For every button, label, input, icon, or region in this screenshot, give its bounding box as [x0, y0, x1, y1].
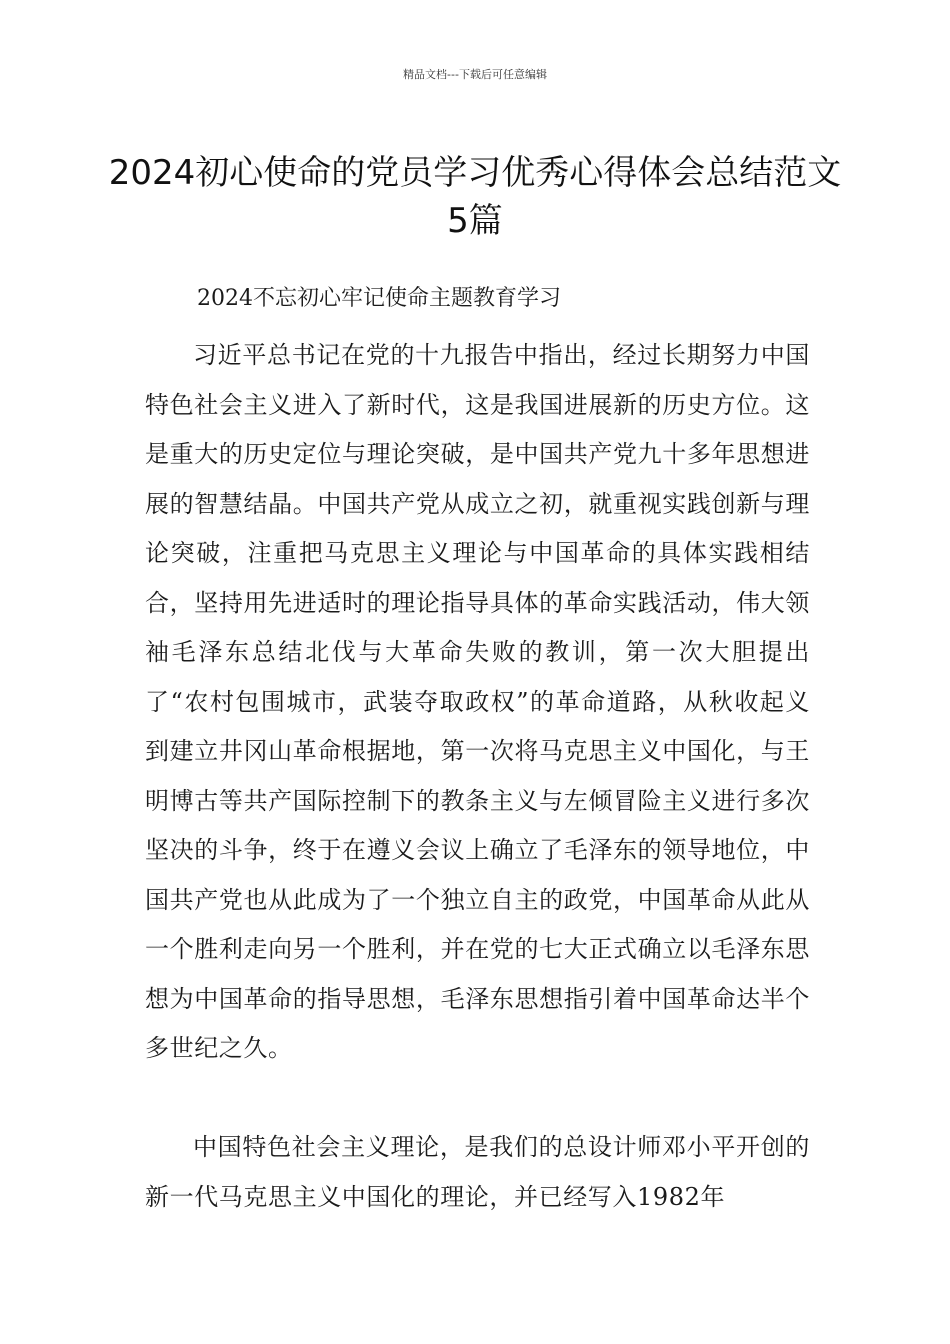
body-paragraph: 习近平总书记在党的十九报告中指出，经过长期努力中国特色社会主义进入了新时代，这是我国进展新的历史方位。这是重大的历史定位与理论突破，是中国共产党九十多年思想进展的智慧结晶。中国共产党从成立之初，就重视实践创新与理论突破，注重把马克思主义理论与中国革命的具体实践相结合，坚持用先进适时的理论指导具体的革命实践活动，伟大领袖毛泽东总结北伐与大革命失败的教训，第一次大胆提出了“农村包围城市，武装夺取政权”的革命道路，从秋收起义到建立井冈山革命根据地，第一次将马克思主义中国化，与王明博古等共产国际控制下的教条主义与左倾冒险主义进行多次坚决的斗争，终于在遵义会议上确立了毛泽东的领导地位，中国共产党也从此成为了一个独立自主的政党，中国革命从此从一个胜利走向另一个胜利，并在党的七大正式确立以毛泽东思想为中国革命的指导思想，毛泽东思想指引着中国革命达半个多世纪之久。 — [145, 341, 810, 1062]
header-note: 精品文档---下载后可任意编辑 — [403, 68, 547, 81]
body-paragraph: 中国特色社会主义理论，是我们的总设计师邓小平开创的新一代马克思主义中国化的理论，并已经写入1982年 — [145, 1133, 810, 1211]
body-paragraph-1-block — [145, 331, 810, 1074]
document-title: 2024初心使命的党员学习优秀心得体会总结范文5篇 — [108, 152, 842, 241]
body-paragraph-2-block — [145, 1123, 810, 1222]
document-subtitle: 2024不忘初心牢记使命主题教育学习 — [197, 286, 561, 311]
